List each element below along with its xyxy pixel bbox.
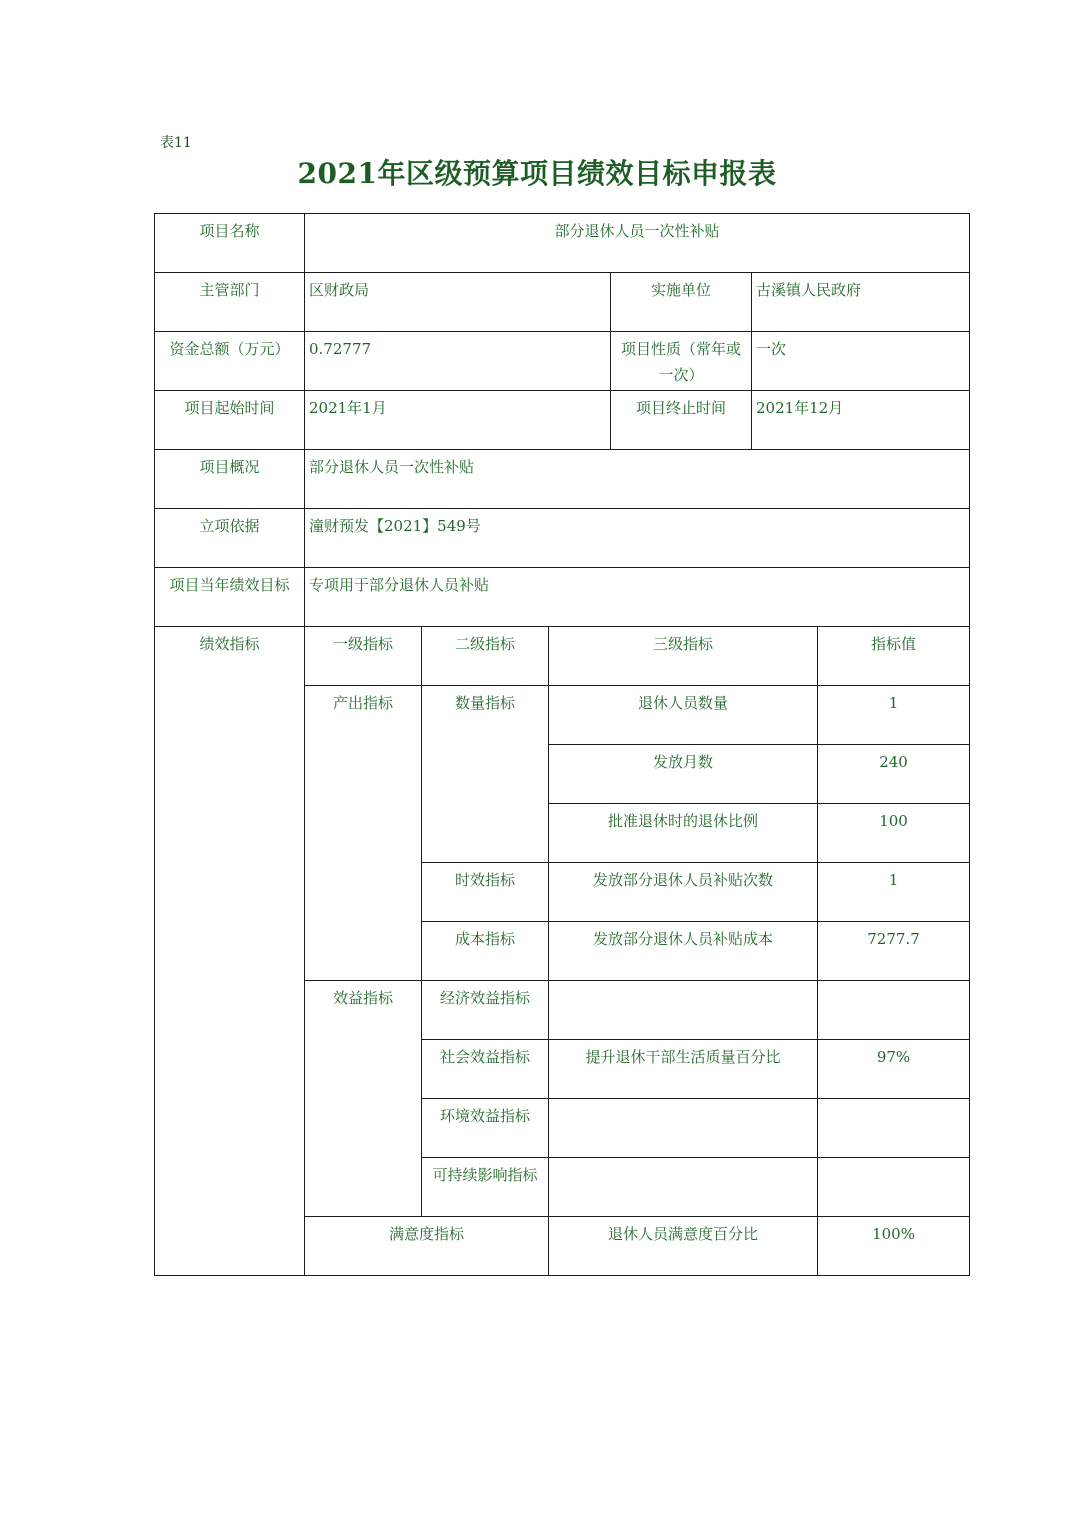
overview-value: 部分退休人员一次性补贴 bbox=[305, 450, 970, 509]
basis-value: 潼财预发【2021】549号 bbox=[305, 509, 970, 568]
economic-name bbox=[549, 981, 818, 1040]
nature-value: 一次 bbox=[752, 332, 970, 391]
fund-value: 0.72777 bbox=[305, 332, 611, 391]
output-indicator-label: 产出指标 bbox=[305, 686, 422, 981]
goal-value: 专项用于部分退休人员补贴 bbox=[305, 568, 970, 627]
satisfaction-indicator-label: 满意度指标 bbox=[305, 1217, 549, 1276]
fund-label: 资金总额（万元） bbox=[155, 332, 305, 391]
quantity-name-3: 批准退休时的退休比例 bbox=[549, 804, 818, 863]
indicators-section-label: 绩效指标 bbox=[155, 627, 305, 1276]
start-label: 项目起始时间 bbox=[155, 391, 305, 450]
row-overview bbox=[155, 450, 970, 509]
economic-indicator-label: 经济效益指标 bbox=[422, 981, 549, 1040]
row-indicator-headers bbox=[155, 627, 970, 686]
environment-name bbox=[549, 1099, 818, 1158]
social-indicator-label: 社会效益指标 bbox=[422, 1040, 549, 1099]
satisfaction-value: 100% bbox=[818, 1217, 970, 1276]
quantity-value-3: 100 bbox=[818, 804, 970, 863]
timeliness-indicator-label: 时效指标 bbox=[422, 863, 549, 922]
row-dept bbox=[155, 273, 970, 332]
quantity-value-1: 1 bbox=[818, 686, 970, 745]
social-value: 97% bbox=[818, 1040, 970, 1099]
cost-value: 7277.7 bbox=[818, 922, 970, 981]
project-name-label: 项目名称 bbox=[155, 214, 305, 273]
social-name: 提升退休干部生活质量百分比 bbox=[549, 1040, 818, 1099]
dept-label: 主管部门 bbox=[155, 273, 305, 332]
overview-label: 项目概况 bbox=[155, 450, 305, 509]
row-basis bbox=[155, 509, 970, 568]
header-value: 指标值 bbox=[818, 627, 970, 686]
sustainable-value bbox=[818, 1158, 970, 1217]
dept-value: 区财政局 bbox=[305, 273, 611, 332]
quantity-name-1: 退休人员数量 bbox=[549, 686, 818, 745]
goal-label: 项目当年绩效目标 bbox=[155, 568, 305, 627]
quantity-value-2: 240 bbox=[818, 745, 970, 804]
quantity-name-2: 发放月数 bbox=[549, 745, 818, 804]
header-level2: 二级指标 bbox=[422, 627, 549, 686]
quantity-indicator-label: 数量指标 bbox=[422, 686, 549, 863]
basis-label: 立项依据 bbox=[155, 509, 305, 568]
timeliness-name: 发放部分退休人员补贴次数 bbox=[549, 863, 818, 922]
impl-label: 实施单位 bbox=[611, 273, 752, 332]
performance-target-table bbox=[154, 213, 970, 1276]
nature-label: 项目性质（常年或一次） bbox=[611, 332, 752, 391]
row-goal bbox=[155, 568, 970, 627]
header-level1: 一级指标 bbox=[305, 627, 422, 686]
row-fund bbox=[155, 332, 970, 391]
cost-indicator-label: 成本指标 bbox=[422, 922, 549, 981]
cost-name: 发放部分退休人员补贴成本 bbox=[549, 922, 818, 981]
environment-value bbox=[818, 1099, 970, 1158]
project-name-value: 部分退休人员一次性补贴 bbox=[305, 214, 970, 273]
end-label: 项目终止时间 bbox=[611, 391, 752, 450]
environment-indicator-label: 环境效益指标 bbox=[422, 1099, 549, 1158]
page-title: 2021年区级预算项目绩效目标申报表 bbox=[297, 157, 777, 190]
benefit-indicator-label: 效益指标 bbox=[305, 981, 422, 1217]
sustainable-indicator-label: 可持续影响指标 bbox=[422, 1158, 549, 1217]
header-level3: 三级指标 bbox=[549, 627, 818, 686]
start-value: 2021年1月 bbox=[305, 391, 611, 450]
satisfaction-name: 退休人员满意度百分比 bbox=[549, 1217, 818, 1276]
end-value: 2021年12月 bbox=[752, 391, 970, 450]
impl-value: 古溪镇人民政府 bbox=[752, 273, 970, 332]
form-number-label: 表11 bbox=[160, 135, 192, 151]
sustainable-name bbox=[549, 1158, 818, 1217]
row-project-name bbox=[155, 214, 970, 273]
row-period bbox=[155, 391, 970, 450]
timeliness-value: 1 bbox=[818, 863, 970, 922]
economic-value bbox=[818, 981, 970, 1040]
